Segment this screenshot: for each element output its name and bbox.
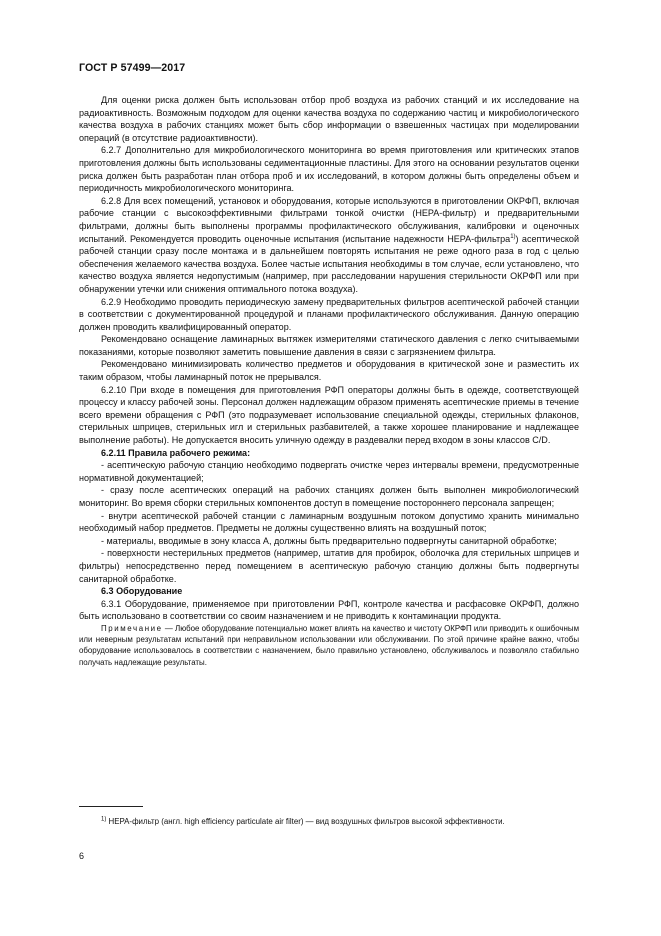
list-item: - внутри асептической рабочей станции с ламинарным воздушным потоком допустимо хранить минимально необходимый набор предметов. Предметы не должны существенно влиять на воздушный поток; [79, 510, 579, 534]
list-item: - поверхности нестерильных предметов (например, штатив для пробирок, оболочка для стерильных шприцев и фильтры) непосредственно перед помещением в асептическую рабочую станцию должны быть подвергнуты санитарной обработке. [79, 548, 579, 584]
footnote-divider [79, 806, 143, 807]
page-number: 6 [79, 851, 85, 861]
paragraph-6-2-10: 6.2.10 При входе в помещения для приготовления РФП операторы должны быть в одежде, соответствующей процессу и классу рабочей зоны. Персонал должен надлежащим образом применять асептические приемы в течение всего времени обращения с РФП (это подразумевает использование специальной одежды, стерильных флаконов, стерильных шприцев, стерильных игл и стерильных разбавителей, а также хорошее планирование и надлежащее выполнение работы). Не допускается вносить уличную одежду в раздевалки перед входом в зоны классов С/D. [79, 384, 579, 446]
note-text: — Любое оборудование потенциально может влиять на качество и чистоту ОКРФП или приводить к ошибочным или неверным результатам испытаний при неправильном использовании или обслуживании. По этой причине крайне важно, чтобы оборудование использовалось в соответствии с назначением, было правильно установлено, обслуживалось и позволяло стабильно получать надлежащие результаты. [79, 623, 579, 667]
document-header: ГОСТ Р 57499—2017 [79, 62, 186, 74]
paragraph-6-2-8-part-a: 6.2.8 Для всех помещений, установок и оборудования, которые используются в приготовлении ОКРФП, включая рабочие станции с высокоэффективными фильтрами тонкой очистки (HEPA-фильтр) и предварительными фильтрами, должны быть выполнены программы профилактического обслуживания, калибровки и оценочных испытаний. Рекомендуется проводить оценочные испытания (испытание надежности HEPA-фильтра [79, 195, 579, 244]
footnote [79, 816, 579, 827]
paragraph-minimize-items: Рекомендовано минимизировать количество предметов и оборудования в критической зоне и разместить их таким образом, чтобы ламинарный поток не прерывался. [79, 359, 579, 383]
footnote-text: HEPA-фильтр (англ. high efficiency particulate air filter) — вид воздушных фильтров высокой эффективности. [106, 817, 505, 826]
document-body [79, 94, 579, 668]
heading-6-2-11: 6.2.11 Правила рабочего режима: [101, 447, 251, 458]
paragraph-6-3-1: 6.3.1 Оборудование, применяемое при приготовлении РФП, контроле качества и расфасовке ОКРФП, должно быть использовано в соответствии со своим назначением и не приводить к контаминации продукта. [79, 598, 579, 622]
list-item: - сразу после асептических операций на рабочих станциях должен быть выполнен микробиологический мониторинг. Во время сборки стерильных компонентов доступ в помещение постороннего персонала запрещен; [79, 485, 579, 508]
paragraph-6-2-9: 6.2.9 Необходимо проводить периодическую замену предварительных фильтров асептической рабочей станции в соответствии с документированной процедурой и планами профилактического обслуживания. Данную операцию должен проводить квалифицированный оператор. [79, 296, 579, 332]
paragraph-air-sampling: Для оценки риска должен быть использован отбор проб воздуха из рабочих станций и их исследование на радиоактивность. Возможным подходом для оценки качества воздуха по содержанию частиц и микробиологического качества воздуха в рабочих станциях может быть сбор информации о взвешенных частицах при моделировании операций (в отсутствие радиоактивности). [79, 95, 579, 143]
paragraph-6-2-7: 6.2.7 Дополнительно для микробиологического мониторинга во время приготовления или критических этапов приготовления должны быть использованы седиментационные пластины. Для этого на основании результатов оценки риска должен быть разработан план отбора проб и их исследований, в котором должны быть определены объем и периодичность микробиологического мониторинга. [79, 145, 579, 194]
note-label: Примечание [101, 623, 163, 633]
footnote-mark: 1) [101, 816, 107, 823]
paragraph-6-2-8-part-b: ) асептической рабочей станции сразу после монтажа и в дальнейшем повторять испытания не реже одного раза в год с целью обеспечения желаемого качества воздуха. Более частые испытания необходимы в том случае, если установлено, что качество воздуха является недопустимым (например, при расследовании нарушения стерильности ОКРФП или при обнаружении утечки или снижения оптимального потока воздуха). [79, 233, 580, 294]
footnote-ref: 1) [510, 233, 516, 240]
note [79, 623, 579, 668]
list-item: - асептическую рабочую станцию необходимо подвергать очистке через интервалы времени, предусмотренные нормативной документацией; [79, 460, 579, 483]
paragraph-pressure-gauges: Рекомендовано оснащение ламинарных вытяжек измерителями статического давления с легко считываемыми показаниями, которые позволяют заметить повышение давления в связи с загрязнением фильтра. [79, 334, 579, 357]
paragraph-6-2-8 [79, 195, 579, 296]
list-item: - материалы, вводимые в зону класса А, должны быть предварительно подвергнуты санитарной обработке; [101, 535, 557, 546]
heading-6-3: 6.3 Оборудование [101, 586, 183, 597]
